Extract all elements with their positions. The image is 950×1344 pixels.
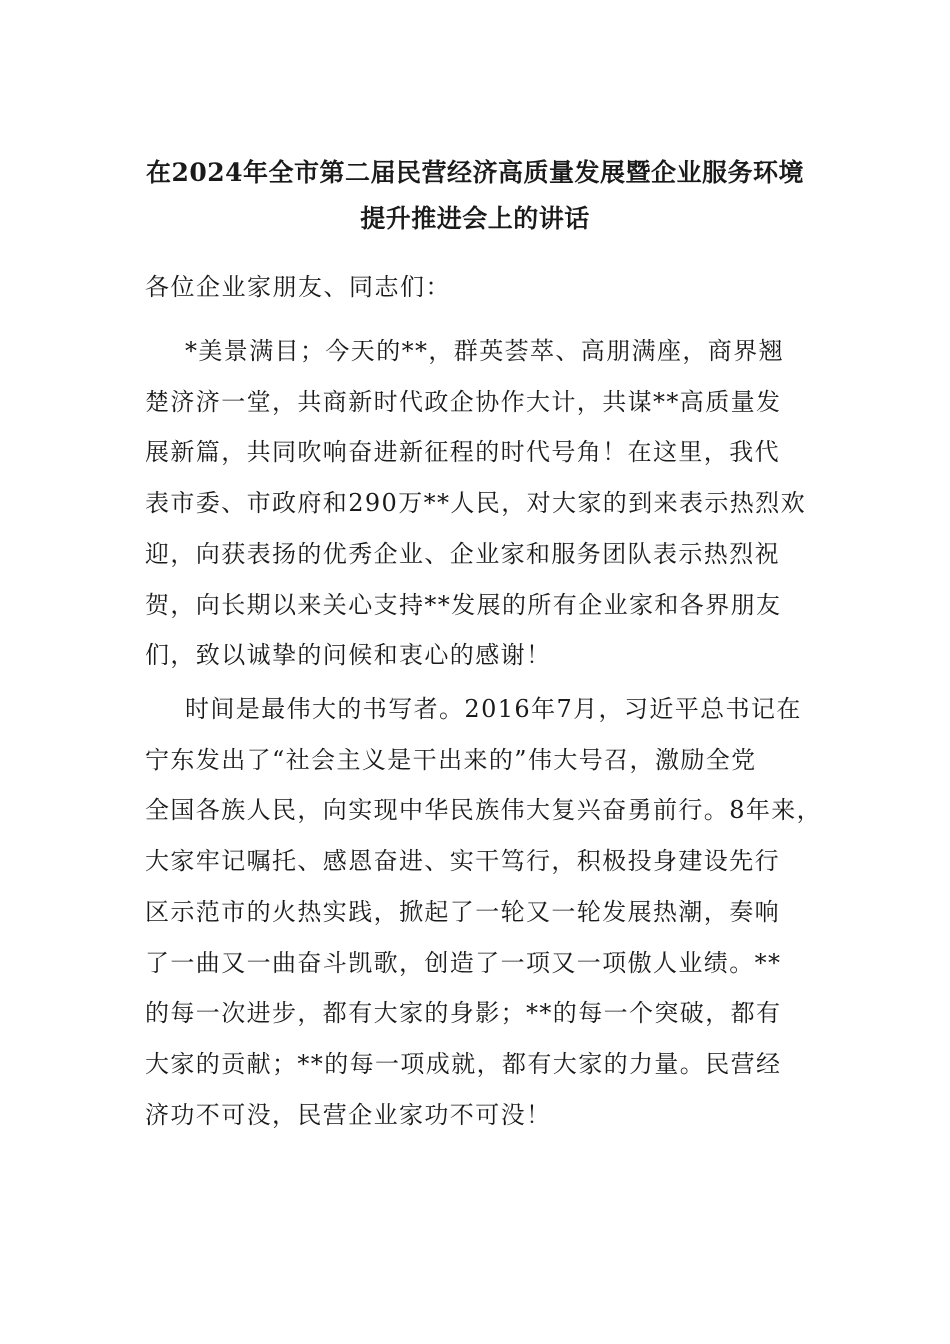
paragraph-line: *美景满目；今天的**，群英荟萃、高朋满座，商界翘 xyxy=(185,337,784,365)
title-line-2: 提升推进会上的讲话 xyxy=(360,204,590,233)
paragraph-line: 楚济济一堂，共商新时代政企协作大计，共谋**高质量发 xyxy=(145,387,782,416)
paragraph-line: 表市委、市政府和290万**人民，对大家的到来表示热烈欢 xyxy=(145,489,807,518)
paragraph-line: 展新篇，共同吹响奋进新征程的时代号角！在这里，我代 xyxy=(145,438,780,467)
paragraph-2 xyxy=(145,684,823,1140)
paragraph-line: 济功不可没，民营企业家功不可没！ xyxy=(145,1100,552,1129)
salutation: 各位企业家朋友、同志们： xyxy=(145,273,451,301)
paragraph-line: 迎，向获表扬的优秀企业、企业家和服务团队表示热烈祝 xyxy=(145,539,780,568)
paragraph-line: 的每一次进步，都有大家的身影；**的每一个突破，都有 xyxy=(145,999,782,1028)
paragraph-line: 大家牢记嘱托、感恩奋进、实干笃行，积极投身建设先行 xyxy=(145,847,780,876)
document-title xyxy=(120,150,830,242)
title-line-1: 在2024年全市第二届民营经济高质量发展暨企业服务环境 xyxy=(145,158,805,187)
paragraph-line: 大家的贡献；**的每一项成就，都有大家的力量。民营经 xyxy=(145,1049,782,1078)
paragraph-line: 区示范市的火热实践，掀起了一轮又一轮发展热潮，奏响 xyxy=(145,897,780,926)
paragraph-1 xyxy=(145,326,820,681)
paragraph-line: 宁东发出了“社会主义是干出来的”伟大号召，激励全党 xyxy=(145,745,757,774)
paragraph-line: 们，致以诚挚的问候和衷心的感谢！ xyxy=(145,641,552,670)
paragraph-line: 了一曲又一曲奋斗凯歌，创造了一项又一项傲人业绩。** xyxy=(145,948,782,977)
paragraph-line: 时间是最伟大的书写者。2016年7月，习近平总书记在 xyxy=(185,695,802,723)
paragraph-line: 贺，向长期以来关心支持**发展的所有企业家和各界朋友 xyxy=(145,590,782,619)
paragraph-line: 全国各族人民，向实现中华民族伟大复兴奋勇前行。8年来， xyxy=(145,796,823,825)
